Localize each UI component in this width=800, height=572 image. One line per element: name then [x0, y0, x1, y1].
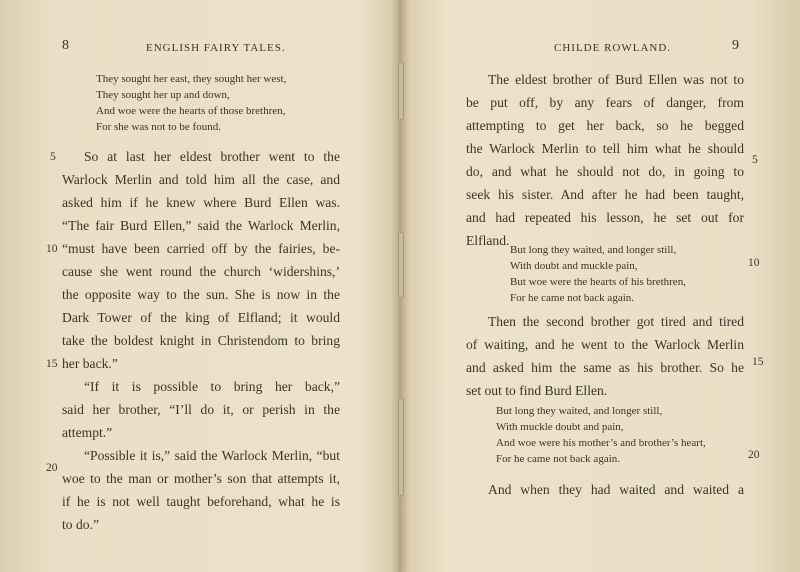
text-line: The eldest brother of Burd Ellen was not to — [488, 72, 744, 87]
verse-line: For he came not back again. — [496, 453, 621, 465]
text-line: “Possible it is,” said the Warlock Merlin, “but — [84, 448, 340, 463]
verse-line: For she was not to be found. — [96, 121, 221, 133]
text-line: of waiting, and he went to the Warlock Merlin — [466, 337, 744, 352]
text-line: said her brother, “I’ll do it, or perish in the — [62, 402, 340, 417]
text-line: Then the second brother got tired and tired — [488, 314, 744, 329]
verse-line: But long they waited, and longer still, — [510, 244, 677, 256]
verse-line: With doubt and muckle pain, — [510, 260, 638, 272]
text-line: take the boldest knight in Christendom to bring — [62, 333, 340, 348]
verse-block — [496, 403, 706, 467]
text-line: if he is not well taught beforehand, what he is — [62, 494, 340, 509]
paragraph — [466, 478, 744, 501]
text-line: And when they had waited and waited a — [488, 482, 744, 497]
line-number: 5 — [752, 154, 758, 166]
text-line: set out to find Burd Ellen. — [466, 383, 608, 398]
line-number: 20 — [46, 462, 58, 474]
text-line: do, and what he should not do, in going to — [466, 164, 744, 179]
text-line: be put off, by any fears of danger, from — [466, 95, 744, 110]
text-line: So at last her eldest brother went to the — [84, 149, 340, 164]
verse-line: And woe were the hearts of those brethren, — [96, 105, 286, 117]
text-line: “If it is possible to bring her back,” — [84, 379, 340, 394]
running-head: CHILDE ROWLAND. — [554, 42, 672, 54]
running-head: ENGLISH FAIRY TALES. — [146, 42, 286, 54]
text-line: Warlock Merlin and told him all the case, and — [62, 172, 340, 187]
line-number: 5 — [50, 151, 56, 163]
paragraph — [466, 68, 744, 252]
text-line: Elfland. — [466, 233, 510, 248]
text-line: cause she went round the church ‘widershins,’ — [62, 264, 340, 279]
verse-line: But long they waited, and longer still, — [496, 405, 663, 417]
text-line: attempting to get her back, so he begged — [466, 118, 744, 133]
line-number: 10 — [46, 243, 58, 255]
text-line: woe to the man or mother’s son that attempts it, — [62, 471, 340, 486]
text-line: attempt.” — [62, 425, 113, 440]
verse-block — [96, 71, 286, 135]
verse-line: For he came not back again. — [510, 292, 635, 304]
text-line: “The fair Burd Ellen,” said the Warlock Merlin, — [62, 218, 340, 233]
text-line: and asked him the same as his brother. So he — [466, 360, 744, 375]
text-line: to do.” — [62, 517, 99, 532]
line-number: 15 — [752, 356, 764, 368]
verse-block — [510, 242, 686, 306]
text-line: and had repeated his lesson, he set out for — [466, 210, 744, 225]
right-page — [400, 0, 800, 572]
paragraph — [466, 310, 744, 402]
line-number: 10 — [748, 257, 760, 269]
verse-line: They sought her east, they sought her west, — [96, 73, 287, 85]
text-line: her back.” — [62, 356, 118, 371]
paragraph — [62, 145, 340, 536]
verse-line: And woe were his mother’s and brother’s heart, — [496, 437, 706, 449]
verse-line: With muckle doubt and pain, — [496, 421, 624, 433]
verse-line: But woe were the hearts of his brethren, — [510, 276, 686, 288]
page-number: 8 — [62, 38, 69, 53]
text-line: seek his sister. And after he had been taught, — [466, 187, 744, 202]
text-line: “must have been carried off by the fairies, be- — [62, 241, 340, 256]
text-line: Dark Tower of the king of Elfland; it would — [62, 310, 340, 325]
line-number: 15 — [46, 358, 58, 370]
line-number: 20 — [748, 449, 760, 461]
page-number: 9 — [732, 38, 739, 53]
text-line: the Warlock Merlin to tell him what he should — [466, 141, 744, 156]
text-line: asked him if he knew where Burd Ellen was. — [62, 195, 340, 210]
verse-line: They sought her up and down, — [96, 89, 230, 101]
text-line: the opposite way to the sun. She is now in the — [62, 287, 340, 302]
